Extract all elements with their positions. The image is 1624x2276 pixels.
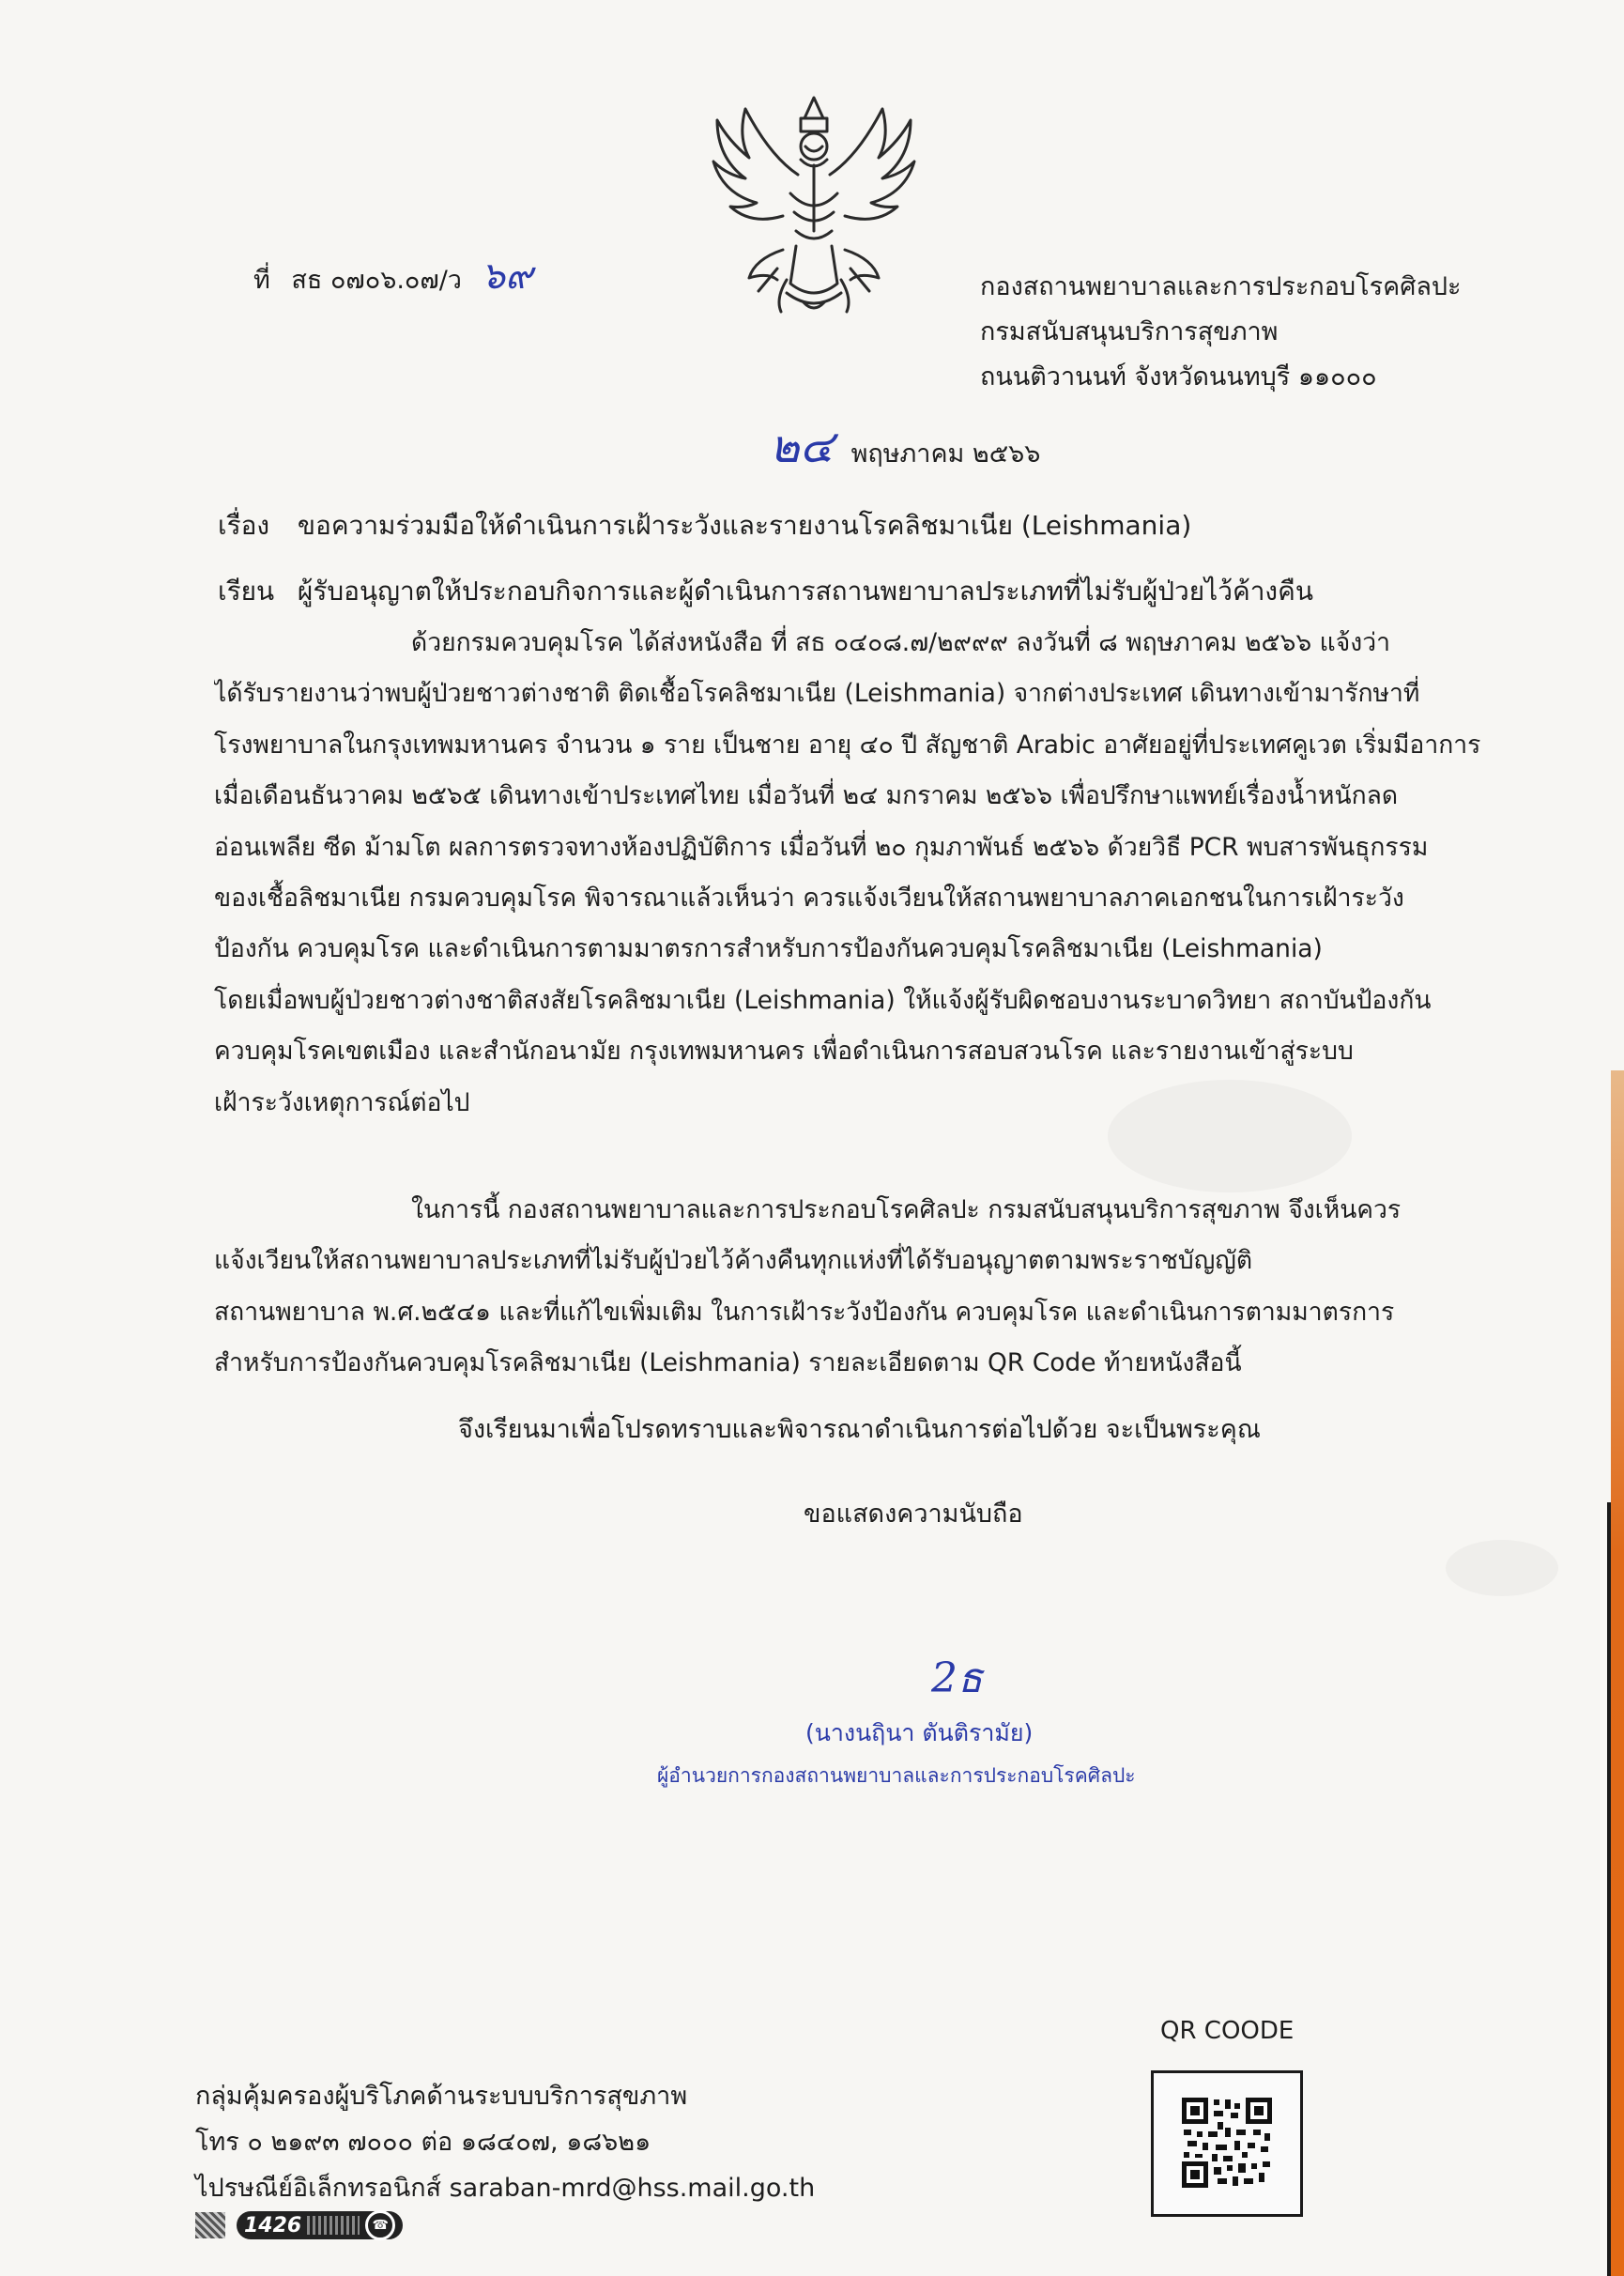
paragraph-line: ได้รับรายงานว่าพบผู้ป่วยชาวต่างชาติ ติดเชื้อโรคลิชมาเนีย (Leishmania) จากต่างประเทศ เดินทางเข้ามารักษาที่ — [214, 679, 1420, 709]
closing-request: จึงเรียนมาเพื่อโปรดทราบและพิจารณาดำเนินการต่อไปด้วย จะเป็นพระคุณ — [458, 1415, 1261, 1444]
paragraph-line: เฝ้าระวังเหตุการณ์ต่อไป — [214, 1087, 470, 1117]
phone-icon: ☎ — [365, 2210, 395, 2240]
paragraph-line: สถานพยาบาล พ.ศ.๒๕๔๑ และที่แก้ไขเพิ่มเติม ในการเฝ้าระวังป้องกัน ควบคุมโรค และดำเนินการตามมาตรการ — [214, 1297, 1395, 1327]
hotline-number: 1426 — [244, 2213, 302, 2238]
org-department: กรมสนับสนุนบริการสุขภาพ — [980, 317, 1279, 346]
paragraph-line: อ่อนเพลีย ซีด ม้ามโต ผลการตรวจทางห้องปฏิบัติการ เมื่อวันที่ ๒๐ กุมภาพันธ์ ๒๕๖๖ ด้วยวิธี PCR พบสารพันธุกรรม — [214, 832, 1429, 862]
paragraph-line: ของเชื้อลิชมาเนีย กรมควบคุมโรค พิจารณาแล้วเห็นว่า ควรแจ้งเวียนให้สถานพยาบาลภาคเอกชนในการเฝ้าระวัง — [214, 884, 1404, 914]
signature-mark: 2ธ — [931, 1654, 983, 1702]
recipient-label: เรียน — [218, 576, 275, 607]
ref-label: ที่ — [253, 266, 270, 295]
page-edge-orange — [1611, 1070, 1624, 2276]
date-month-year: พฤษภาคม ๒๕๖๖ — [850, 439, 1041, 469]
body-paragraph-1 — [214, 618, 1491, 1129]
page-edge-dark — [1607, 1502, 1611, 2276]
paragraph-line: สำหรับการป้องกันควบคุมโรคลิชมาเนีย (Leishmania) รายละเอียดตาม QR Code ท้ายหนังสือนี้ — [214, 1348, 1242, 1378]
hotline-badge — [237, 2211, 403, 2239]
hotline-row — [195, 2211, 815, 2239]
ref-handwritten-number: ๖๙ — [481, 254, 533, 298]
reference-number — [253, 254, 533, 300]
contact-division: กลุ่มคุ้มครองผู้บริโภคด้านระบบบริการสุขภาพ — [195, 2082, 688, 2111]
contact-phone: โทร ๐ ๒๑๙๓ ๗๐๐๐ ต่อ ๑๘๔๐๗, ๑๘๖๒๑ — [195, 2128, 651, 2157]
contact-email[interactable]: ไปรษณีย์อิเล็กทรอนิกส์ saraban-mrd@hss.mail.go.th — [195, 2174, 816, 2203]
scan-smudge — [1446, 1540, 1558, 1596]
qr-code-icon — [1182, 2098, 1272, 2188]
sender-address — [980, 265, 1462, 400]
contact-block — [195, 2073, 815, 2239]
paragraph-line: โดยเมื่อพบผู้ป่วยชาวต่างชาติสงสัยโรคลิชมาเนีย (Leishmania) ให้แจ้งผู้รับผิดชอบงานระบาดวิทยา สถาบันป้องกัน — [214, 985, 1432, 1015]
body-paragraph-2 — [214, 1185, 1491, 1390]
small-qr-icon — [195, 2212, 225, 2238]
paragraph-line: แจ้งเวียนให้สถานพยาบาลประเภทที่ไม่รับผู้ป่วยไว้ค้างคืนทุกแห่งที่ได้รับอนุญาตตามพระราชบัญญัติ — [214, 1246, 1253, 1276]
signer-name: (นางนฤินา ตันติรามัย) — [805, 1719, 1034, 1746]
closing-regards: ขอแสดงความนับถือ — [804, 1499, 1023, 1529]
paragraph-line: โรงพยาบาลในกรุงเทพมหานคร จำนวน ๑ ราย เป็นชาย อายุ ๔๐ ปี สัญชาติ Arabic อาศัยอยู่ที่ประเทศคูเวต เริ่มมีอาการ — [214, 730, 1481, 760]
org-street: ถนนติวานนท์ จังหวัดนนทบุรี ๑๑๐๐๐ — [980, 362, 1377, 392]
date-day-handwritten: ๒๔ — [770, 421, 834, 473]
garuda-emblem-icon — [693, 81, 935, 317]
paragraph-line: ป้องกัน ควบคุมโรค และดำเนินการตามมาตรการสำหรับการป้องกันควบคุมโรคลิชมาเนีย (Leishmania) — [214, 934, 1323, 964]
paragraph-line: เมื่อเดือนธันวาคม ๒๕๖๕ เดินทางเข้าประเทศไทย เมื่อวันที่ ๒๔ มกราคม ๒๕๖๖ เพื่อปรึกษาแพทย์เรื่องน้ำหนักลด — [214, 781, 1399, 811]
subject-text: ขอความร่วมมือให้ดำเนินการเฝ้าระวังและรายงานโรคลิชมาเนีย (Leishmania) — [297, 510, 1192, 541]
paragraph-line: ด้วยกรมควบคุมโรค ได้ส่งหนังสือ ที่ สธ ๐๔๐๘.๗/๒๙๙๙ ลงวันที่ ๘ พฤษภาคม ๒๕๖๖ แจ้งว่า — [411, 628, 1390, 657]
recipient-text: ผู้รับอนุญาตให้ประกอบกิจการและผู้ดำเนินการสถานพยาบาลประเภทที่ไม่รับผู้ป่วยไว้ค้างคืน — [297, 576, 1313, 607]
paragraph-line: ควบคุมโรคเขตเมือง และสำนักอนามัย กรุงเทพมหานคร เพื่อดำเนินการสอบสวนโรค และรายงานเข้าสู่ระบบ — [214, 1037, 1354, 1067]
subject-label: เรื่อง — [218, 510, 270, 541]
signer-position: ผู้อำนวยการกองสถานพยาบาลและการประกอบโรคศิลปะ — [657, 1764, 1136, 1787]
letter-date — [770, 411, 1040, 483]
hotline-stripes-icon — [307, 2216, 360, 2235]
qr-code[interactable] — [1151, 2070, 1303, 2217]
subject-line — [218, 507, 1191, 545]
recipient-line — [218, 573, 1313, 610]
qr-label: QR COODE — [1160, 2017, 1295, 2045]
paragraph-line: ในการนี้ กองสถานพยาบาลและการประกอบโรคศิลปะ กรมสนับสนุนบริการสุขภาพ จึงเห็นควร — [411, 1195, 1402, 1224]
ref-number: สธ ๐๗๐๖.๐๗/ว — [291, 266, 462, 295]
org-name: กองสถานพยาบาลและการประกอบโรคศิลปะ — [980, 272, 1462, 301]
